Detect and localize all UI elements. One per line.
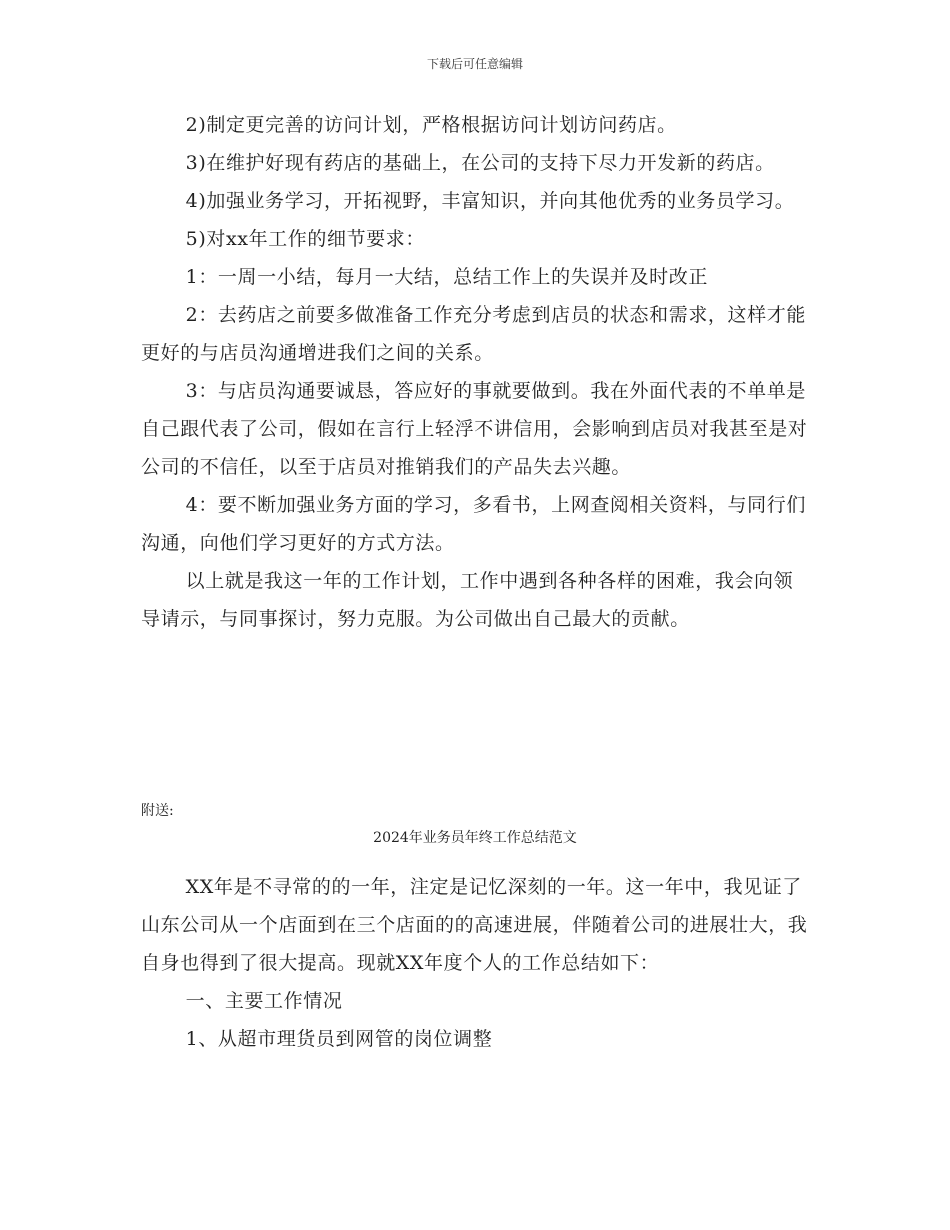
page-header-note: 下载后可任意编辑 [426, 57, 523, 71]
plan-paragraph: 4：要不断加强业务方面的学习，多看书，上网查阅相关资料，与同行们沟通，向他们学习更好的方式方法。 [141, 494, 806, 554]
year-end-summary-section [141, 868, 809, 1058]
sub-heading: 1、从超市理货员到网管的岗位调整 [185, 1028, 493, 1050]
plan-paragraph: 2：去药店之前要多做准备工作充分考虑到店员的状态和需求，这样才能更好的与店员沟通增进我们之间的关系。 [141, 304, 806, 364]
closing-paragraph: 以上就是我这一年的工作计划，工作中遇到各种各样的困难，我会向领导请示，与同事探讨，努力克服。为公司做出自己最大的贡献。 [141, 570, 794, 630]
plan-paragraph: 5)对xx年工作的细节要求： [185, 228, 425, 250]
summary-paragraph: XX年是不寻常的的一年，注定是记忆深刻的一年。这一年中，我见证了山东公司从一个店面到在三个店面的的高速进展，伴随着公司的进展壮大，我自身也得到了很大提高。现就XX年度个人的工作总结如下： [141, 876, 808, 974]
plan-paragraph: 2)制定更完善的访问计划，严格根据访问计划访问药店。 [185, 114, 677, 136]
plan-paragraph: 4)加强业务学习，开拓视野，丰富知识，并向其他优秀的业务员学习。 [185, 190, 795, 212]
section-heading: 一、主要工作情况 [185, 990, 343, 1012]
plan-paragraph: 1：一周一小结，每月一大结，总结工作上的失误并及时改正 [185, 266, 708, 288]
appendix-title: 2024年业务员年终工作总结范文 [373, 830, 577, 846]
plan-paragraph: 3)在维护好现有药店的基础上，在公司的支持下尽力开发新的药店。 [185, 152, 775, 174]
work-plan-section [141, 106, 809, 638]
appendix-label: 附送: [141, 803, 174, 819]
plan-paragraph: 3：与店员沟通要诚恳，答应好的事就要做到。我在外面代表的不单单是自己跟代表了公司，假如在言行上轻浮不讲信用，会影响到店员对我甚至是对公司的不信任，以至于店员对推销我们的产品失去兴趣。 [141, 380, 808, 478]
